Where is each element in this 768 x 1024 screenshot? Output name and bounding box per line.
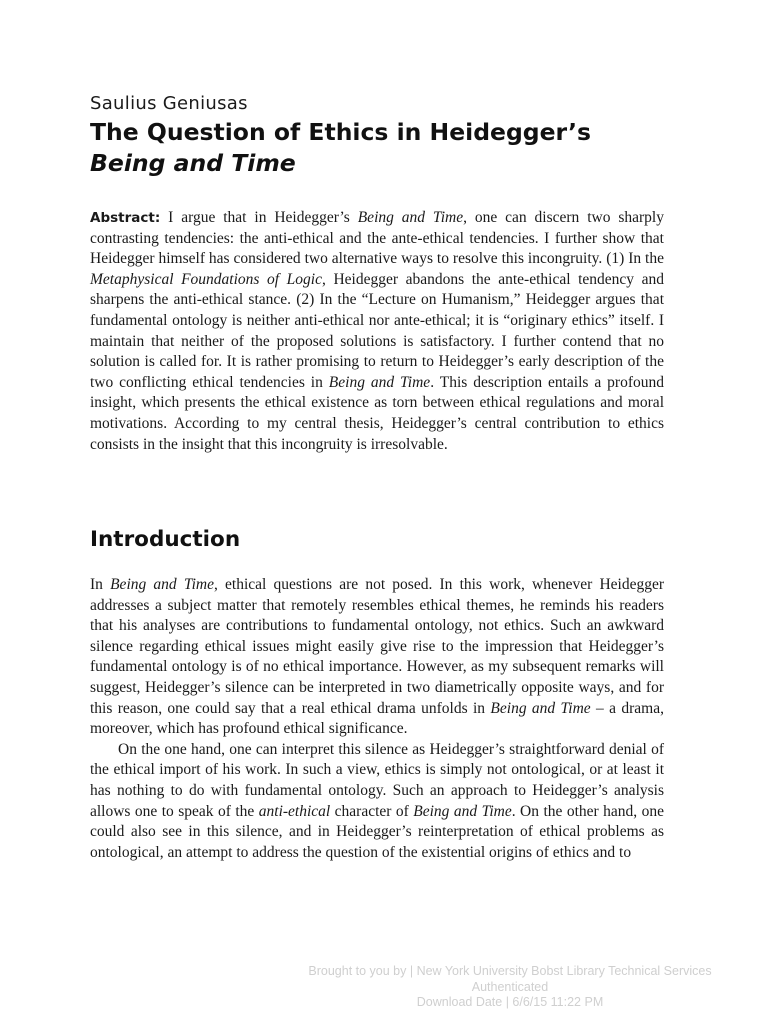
italic-text: Being and Time [110, 576, 214, 593]
footer-line-3: Download Date | 6/6/15 11:22 PM [416, 995, 604, 1009]
body-paragraph [90, 575, 664, 740]
italic-text: Being and Time [490, 699, 591, 717]
text-run: – a drama, moreover, which has profound ethical significance. [90, 699, 664, 738]
text-run: On the one hand, one can interpret this silence as Heidegger’s straightforward denial of the ethical import of his work. In such a view, ethics is simply not ontological, or at least it has nothing to do with fundamental ontology. Such an approach to Heidegger’s analysis allows one to speak of the [90, 740, 664, 820]
text-run: , one can discern two sharply contrasting tendencies: the anti-ethical and the ante-ethical tendencies. I further show that Heidegger himself has considered two alternative ways to resolve this incongruity. (1) In the [90, 209, 664, 268]
introduction-body [90, 575, 664, 863]
download-footer [250, 964, 768, 1011]
italic-text: anti-ethical [258, 802, 331, 820]
text-run: , Heidegger abandons the ante-ethical tendency and sharpens the anti-ethical stance. (2) In the “Lecture on Humanism,” Heidegger argues that fundamental ontology is neither anti-ethical nor ante-ethical; it is “originary ethics” itself. I maintain that neither of the proposed solutions is satisfactory. I further contend that no solution is called for. It is rather promising to return to Heidegger’s early description of the two conflicting ethical tendencies in [90, 270, 664, 391]
text-run: , ethical questions are not posed. In this work, whenever Heidegger addresses a subject matter that remotely resembles ethical themes, he reminds his readers that his analyses are contributions to fundamental ontology, not ethics. Such an awkward silence regarding ethical issues might easily give rise to the impression that Heidegger’s fundamental ontology is of no ethical importance. However, as my subsequent remarks will suggest, Heidegger’s silence can be interpreted in two diametrically opposite ways, and for this reason, one could say that a real ethical drama unfolds in [90, 576, 664, 717]
italic-text: Metaphysical Foundations of Logic [90, 270, 322, 288]
section-heading-introduction: Introduction [90, 527, 241, 552]
article-title [90, 117, 591, 179]
text-run: . On the other hand, one could also see in this silence, and in Heidegger’s reinterpretation of ethical problems as ontological, an attempt to address the question of the existential origins of ethics and to [90, 802, 664, 861]
text-run: character of [330, 802, 414, 820]
text-run: In [90, 576, 111, 593]
footer-line-2: Authenticated [471, 979, 549, 994]
abstract [90, 208, 664, 455]
title-line-1: The Question of Ethics in Heidegger’s [90, 118, 592, 146]
footer-line-1: Brought to you by | New York University Bobst Library Technical Services [308, 964, 712, 978]
italic-text: Being and Time [328, 373, 431, 391]
text-run: I argue that in Heidegger’s [160, 209, 358, 226]
italic-text: Being and Time [357, 209, 464, 226]
body-paragraph [90, 740, 664, 864]
abstract-label: Abstract: [90, 210, 161, 226]
title-line-2: Being and Time [90, 149, 296, 177]
text-run: . This description entails a profound insight, which presents the ethical existence as torn between ethical regulations and moral motivations. According to my central thesis, Heidegger’s central contribution to ethics consists in the insight that this incongruity is irresolvable. [90, 373, 664, 453]
italic-text: Being and Time [413, 802, 512, 820]
article-author: Saulius Geniusas [90, 93, 248, 114]
abstract-text [90, 209, 664, 453]
